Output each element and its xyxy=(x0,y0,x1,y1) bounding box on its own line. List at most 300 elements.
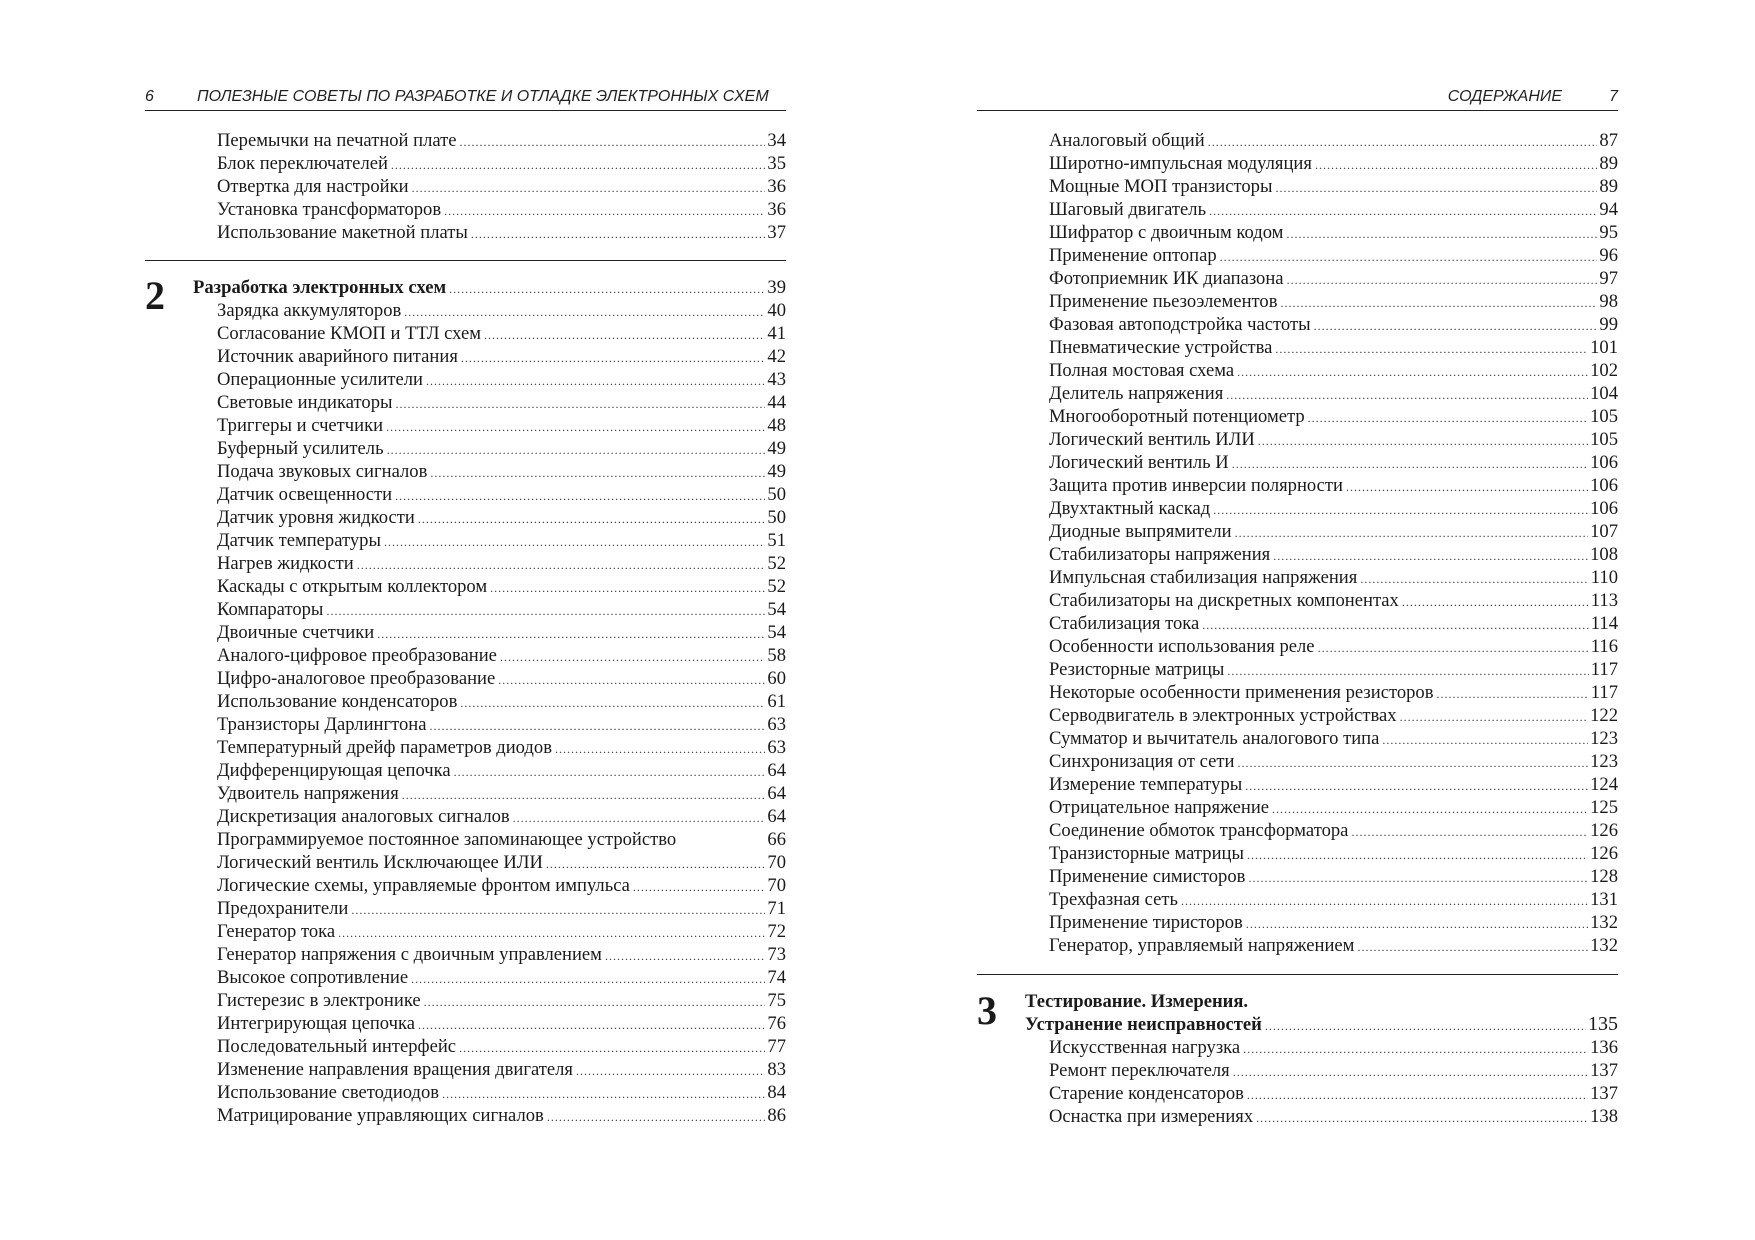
toc-entry[interactable] xyxy=(977,727,1618,750)
page-ref: 101 xyxy=(1590,337,1618,358)
toc-list xyxy=(145,129,786,244)
page-ref: 63 xyxy=(767,714,786,735)
entry-title: Логический вентиль И xyxy=(1049,452,1229,473)
page-ref: 77 xyxy=(767,1036,786,1057)
toc-entry[interactable] xyxy=(145,1058,786,1081)
chapter-number: 2 xyxy=(145,273,165,318)
dot-leader xyxy=(377,623,765,646)
page-ref: 104 xyxy=(1590,383,1618,404)
page-ref: 74 xyxy=(767,967,786,988)
toc-entry[interactable] xyxy=(145,690,786,713)
dot-leader xyxy=(1318,637,1589,660)
toc-entry[interactable] xyxy=(977,244,1618,267)
entry-title: Световые индикаторы xyxy=(217,392,393,413)
dot-leader xyxy=(391,154,765,177)
page-ref: 71 xyxy=(767,898,786,919)
entry-title: Аналого-цифровое преобразование xyxy=(217,645,497,666)
toc-entry[interactable] xyxy=(977,658,1618,681)
dot-leader xyxy=(424,991,766,1014)
dot-leader xyxy=(1232,453,1588,476)
page-ref: 36 xyxy=(767,199,786,220)
toc-entry[interactable] xyxy=(977,750,1618,773)
page-ref: 76 xyxy=(767,1013,786,1034)
entry-title: Логические схемы, управляемые фронтом импульса xyxy=(217,875,630,896)
dot-leader xyxy=(1247,844,1588,867)
toc-entry[interactable] xyxy=(977,888,1618,911)
page-ref: 122 xyxy=(1590,705,1618,726)
dot-leader xyxy=(498,669,765,692)
toc-entry[interactable] xyxy=(977,543,1618,566)
entry-title: Буферный усилитель xyxy=(217,438,384,459)
dot-leader xyxy=(444,200,765,223)
toc-entry[interactable] xyxy=(145,152,786,175)
chapter-title: Устранение неисправностей xyxy=(1025,1014,1262,1035)
toc-entry[interactable] xyxy=(145,828,786,851)
toc-entry[interactable] xyxy=(977,612,1618,635)
page-ref: 137 xyxy=(1590,1060,1618,1081)
page-ref: 89 xyxy=(1599,153,1618,174)
dot-leader xyxy=(460,131,766,154)
toc-entry[interactable] xyxy=(145,345,786,368)
page-ref: 108 xyxy=(1590,544,1618,565)
dot-leader xyxy=(387,439,766,462)
page-ref: 116 xyxy=(1590,636,1618,657)
dot-leader xyxy=(1202,614,1589,637)
dot-leader xyxy=(411,968,765,991)
page-ref: 40 xyxy=(767,300,786,321)
dot-leader xyxy=(546,853,766,876)
dot-leader xyxy=(1286,223,1597,246)
dot-leader xyxy=(1265,1015,1586,1038)
toc-entry[interactable] xyxy=(977,773,1618,796)
toc-entry[interactable] xyxy=(145,736,786,759)
entry-title: Подача звуковых сигналов xyxy=(217,461,428,482)
entry-title: Соединение обмоток трансформатора xyxy=(1049,820,1349,841)
dot-leader xyxy=(338,922,765,945)
entry-title: Стабилизаторы на дискретных компонентах xyxy=(1049,590,1399,611)
left-page xyxy=(145,0,786,1240)
running-header xyxy=(977,84,1618,111)
dot-leader xyxy=(1226,384,1588,407)
toc-entry[interactable] xyxy=(977,1082,1618,1105)
entry-title: Применение тиристоров xyxy=(1049,912,1243,933)
dot-leader xyxy=(1256,1107,1588,1130)
toc-entry[interactable] xyxy=(145,221,786,244)
dot-leader xyxy=(395,393,765,416)
entry-title: Импульсная стабилизация напряжения xyxy=(1049,567,1358,588)
toc-entry[interactable] xyxy=(145,483,786,506)
entry-title: Использование светодиодов xyxy=(217,1082,440,1103)
entry-title: Многооборотный потенциометр xyxy=(1049,406,1305,427)
dot-leader xyxy=(490,577,765,600)
page-ref: 110 xyxy=(1590,567,1618,588)
toc-entry[interactable] xyxy=(145,598,786,621)
page-ref: 125 xyxy=(1590,797,1618,818)
dot-leader xyxy=(418,1014,765,1037)
toc-entry[interactable] xyxy=(145,414,786,437)
page-ref: 107 xyxy=(1590,521,1618,542)
toc-entry[interactable] xyxy=(145,644,786,667)
entry-title: Зарядка аккумуляторов xyxy=(217,300,402,321)
chapter-title: Тестирование. Измерения. xyxy=(1025,991,1249,1012)
entry-title: Согласование КМОП и ТТЛ схем xyxy=(217,323,481,344)
page-ref: 44 xyxy=(767,392,786,413)
entry-title: Транзисторные матрицы xyxy=(1049,843,1244,864)
page-ref: 94 xyxy=(1599,199,1618,220)
toc-entry[interactable] xyxy=(977,313,1618,336)
toc-entry[interactable] xyxy=(977,382,1618,405)
running-title: ПОЛЕЗНЫЕ СОВЕТЫ ПО РАЗРАБОТКЕ И ОТЛАДКЕ ЭЛЕКТРОННЫХ СХЕМ xyxy=(197,88,769,105)
toc-entry[interactable] xyxy=(977,911,1618,934)
page-ref: 75 xyxy=(767,990,786,1011)
chapter-heading xyxy=(145,276,786,299)
dot-leader xyxy=(357,554,766,577)
toc-entry[interactable] xyxy=(977,198,1618,221)
chapter-heading xyxy=(977,1013,1618,1036)
entry-title: Применение пьезоэлементов xyxy=(1049,291,1278,312)
toc-entry[interactable] xyxy=(145,943,786,966)
toc-entry[interactable] xyxy=(145,989,786,1012)
entry-title: Отрицательное напряжение xyxy=(1049,797,1270,818)
page-ref: 64 xyxy=(767,760,786,781)
chapter-title: Разработка электронных схем xyxy=(193,277,447,298)
dot-leader xyxy=(1181,890,1588,913)
page-ref: 99 xyxy=(1599,314,1618,335)
page-ref: 126 xyxy=(1590,820,1618,841)
dot-leader xyxy=(459,1037,765,1060)
toc-entry[interactable] xyxy=(977,819,1618,842)
page-ref: 124 xyxy=(1590,774,1618,795)
dot-leader xyxy=(1247,1084,1588,1107)
dot-leader xyxy=(1346,476,1588,499)
dot-leader xyxy=(471,223,766,246)
toc-entry[interactable] xyxy=(977,405,1618,428)
dot-leader xyxy=(1275,177,1597,200)
entry-title: Перемычки на печатной плате xyxy=(217,130,457,151)
page-ref: 37 xyxy=(767,222,786,243)
page-ref: 87 xyxy=(1599,130,1618,151)
entry-title: Делитель напряжения xyxy=(1049,383,1224,404)
page-ref: 58 xyxy=(767,645,786,666)
entry-title: Генератор тока xyxy=(217,921,336,942)
toc-entry[interactable] xyxy=(977,635,1618,658)
toc-entry[interactable] xyxy=(145,851,786,874)
toc-entry[interactable] xyxy=(145,1035,786,1058)
dot-leader xyxy=(1220,246,1598,269)
page-ref: 132 xyxy=(1590,912,1618,933)
entry-title: Удвоитель напряжения xyxy=(217,783,399,804)
page-ref: 106 xyxy=(1590,475,1618,496)
toc-list xyxy=(977,129,1618,957)
toc-entry[interactable] xyxy=(977,934,1618,957)
dot-leader xyxy=(326,600,765,623)
entry-title: Температурный дрейф параметров диодов xyxy=(217,737,552,758)
toc-entry[interactable] xyxy=(977,497,1618,520)
toc-entry[interactable] xyxy=(145,391,786,414)
dot-leader xyxy=(484,324,765,347)
entry-title: Резисторные матрицы xyxy=(1049,659,1225,680)
entry-title: Операционные усилители xyxy=(217,369,424,390)
entry-title: Логический вентиль ИЛИ xyxy=(1049,429,1255,450)
toc-entry[interactable] xyxy=(145,129,786,152)
entry-title: Фазовая автоподстройка частоты xyxy=(1049,314,1311,335)
page-ref: 123 xyxy=(1590,728,1618,749)
toc-entry[interactable] xyxy=(977,428,1618,451)
dot-leader xyxy=(1360,568,1588,591)
toc-entry[interactable] xyxy=(145,575,786,598)
page-ref: 39 xyxy=(767,277,786,298)
entry-title: Источник аварийного питания xyxy=(217,346,458,367)
page-ref: 52 xyxy=(767,576,786,597)
page-ref: 70 xyxy=(767,875,786,896)
dot-leader xyxy=(1272,798,1588,821)
entry-title: Серводвигатель в электронных устройствах xyxy=(1049,705,1397,726)
toc-entry[interactable] xyxy=(977,474,1618,497)
toc-entry[interactable] xyxy=(145,552,786,575)
entry-title: Дифференцирующая цепочка xyxy=(217,760,451,781)
page-ref: 102 xyxy=(1590,360,1618,381)
page-ref: 98 xyxy=(1599,291,1618,312)
page-ref: 63 xyxy=(767,737,786,758)
dot-leader xyxy=(500,646,765,669)
entry-title: Ремонт переключателя xyxy=(1049,1060,1230,1081)
dot-leader xyxy=(576,1060,765,1083)
entry-title: Датчик освещенности xyxy=(217,484,393,505)
entry-title: Защита против инверсии полярности xyxy=(1049,475,1343,496)
page-ref: 50 xyxy=(767,507,786,528)
entry-title: Генератор, управляемый напряжением xyxy=(1049,935,1355,956)
entry-title: Логический вентиль Исключающее ИЛИ xyxy=(217,852,543,873)
dot-leader xyxy=(513,807,766,830)
dot-leader xyxy=(430,715,766,738)
toc-entry[interactable] xyxy=(145,368,786,391)
page-ref: 123 xyxy=(1590,751,1618,772)
entry-title: Мощные МОП транзисторы xyxy=(1049,176,1273,197)
page-ref: 105 xyxy=(1590,406,1618,427)
entry-title: Стабилизация тока xyxy=(1049,613,1200,634)
page-ref: 48 xyxy=(767,415,786,436)
page-ref: 137 xyxy=(1590,1083,1618,1104)
toc-entry[interactable] xyxy=(145,506,786,529)
dot-leader xyxy=(1287,269,1598,292)
dot-leader xyxy=(426,370,765,393)
entry-title: Блок переключателей xyxy=(217,153,388,174)
page-ref: 114 xyxy=(1590,613,1618,634)
toc-entry[interactable] xyxy=(145,529,786,552)
entry-title: Особенности использования реле xyxy=(1049,636,1315,657)
page-ref: 49 xyxy=(767,438,786,459)
toc-entry[interactable] xyxy=(977,336,1618,359)
dot-leader xyxy=(395,485,765,508)
dot-leader xyxy=(461,347,766,370)
dot-leader xyxy=(1280,292,1597,315)
toc-entry[interactable] xyxy=(977,589,1618,612)
entry-title: Программируемое постоянное запоминающее устройство xyxy=(217,829,677,850)
entry-title: Использование макетной платы xyxy=(217,222,468,243)
dot-leader xyxy=(1357,936,1588,959)
page-ref: 51 xyxy=(767,530,786,551)
toc-entry[interactable] xyxy=(977,865,1618,888)
entry-title: Полная мостовая схема xyxy=(1049,360,1235,381)
toc-entry[interactable] xyxy=(145,276,786,299)
page-ref: 66 xyxy=(767,829,786,850)
section-divider xyxy=(145,260,786,261)
entry-title: Компараторы xyxy=(217,599,324,620)
dot-leader xyxy=(1275,338,1588,361)
page-ref: 52 xyxy=(767,553,786,574)
page-ref: 131 xyxy=(1590,889,1618,910)
toc-entry[interactable] xyxy=(145,713,786,736)
page-ref: 117 xyxy=(1590,659,1618,680)
page-ref: 60 xyxy=(767,668,786,689)
entry-title: Аналоговый общий xyxy=(1049,130,1205,151)
section-divider xyxy=(977,974,1618,975)
dot-leader xyxy=(386,416,765,439)
toc-entry[interactable] xyxy=(977,267,1618,290)
dot-leader xyxy=(402,784,766,807)
dot-leader xyxy=(1382,729,1588,752)
page-ref: 126 xyxy=(1590,843,1618,864)
entry-title: Установка трансформаторов xyxy=(217,199,442,220)
running-title: СОДЕРЖАНИЕ xyxy=(1447,88,1562,105)
entry-title: Дискретизация аналоговых сигналов xyxy=(217,806,510,827)
dot-leader xyxy=(555,738,765,761)
toc-entry[interactable] xyxy=(977,520,1618,543)
page-ref: 128 xyxy=(1590,866,1618,887)
dot-leader xyxy=(454,761,766,784)
dot-leader xyxy=(1243,1038,1588,1061)
dot-leader xyxy=(430,462,765,485)
toc-entry[interactable] xyxy=(977,566,1618,589)
dot-leader xyxy=(1402,591,1589,614)
toc-entry[interactable] xyxy=(145,874,786,897)
toc-entry[interactable] xyxy=(145,460,786,483)
toc-entry[interactable] xyxy=(145,920,786,943)
page-ref: 54 xyxy=(767,622,786,643)
dot-leader xyxy=(547,1106,766,1129)
entry-title: Последовательный интерфейс xyxy=(217,1036,457,1057)
dot-leader xyxy=(1314,315,1598,338)
toc-entry[interactable] xyxy=(145,667,786,690)
right-page xyxy=(977,0,1618,1240)
toc-entry[interactable] xyxy=(977,175,1618,198)
dot-leader xyxy=(1237,752,1588,775)
entry-title: Двухтактный каскад xyxy=(1049,498,1211,519)
entry-title: Измерение температуры xyxy=(1049,774,1243,795)
dot-leader xyxy=(442,1083,765,1106)
entry-title: Диодные выпрямители xyxy=(1049,521,1232,542)
entry-title: Датчик температуры xyxy=(217,530,381,551)
toc-entry[interactable] xyxy=(145,322,786,345)
dot-leader xyxy=(1245,775,1588,798)
dot-leader xyxy=(460,692,765,715)
toc-entry[interactable] xyxy=(145,1081,786,1104)
entry-title: Генератор напряжения с двоичным управлением xyxy=(217,944,602,965)
entry-title: Искусственная нагрузка xyxy=(1049,1037,1241,1058)
dot-leader xyxy=(633,876,765,899)
page-ref: 113 xyxy=(1590,590,1618,611)
entry-title: Трехфазная сеть xyxy=(1049,889,1178,910)
toc-entry[interactable] xyxy=(977,290,1618,313)
entry-title: Некоторые особенности применения резисторов xyxy=(1049,682,1434,703)
toc-entry[interactable] xyxy=(977,796,1618,819)
page-ref: 35 xyxy=(767,153,786,174)
toc-entry[interactable] xyxy=(145,1104,786,1127)
toc-entry[interactable] xyxy=(977,451,1618,474)
toc-entry[interactable] xyxy=(145,805,786,828)
entry-title: Использование конденсаторов xyxy=(217,691,458,712)
toc-entry[interactable] xyxy=(977,681,1618,704)
entry-title: Высокое сопротивление xyxy=(217,967,409,988)
entry-title: Старение конденсаторов xyxy=(1049,1083,1244,1104)
dot-leader xyxy=(1233,1061,1588,1084)
dot-leader xyxy=(1235,522,1589,545)
entry-title: Интегрирующая цепочка xyxy=(217,1013,415,1034)
page-ref: 64 xyxy=(767,806,786,827)
dot-leader xyxy=(1208,131,1598,154)
toc-entry[interactable] xyxy=(145,782,786,805)
entry-title: Синхронизация от сети xyxy=(1049,751,1235,772)
toc-entry[interactable] xyxy=(977,129,1618,152)
page-ref: 43 xyxy=(767,369,786,390)
page-ref: 89 xyxy=(1599,176,1618,197)
toc-entry[interactable] xyxy=(145,897,786,920)
entry-title: Матрицирование управляющих сигналов xyxy=(217,1105,544,1126)
page-ref: 84 xyxy=(767,1082,786,1103)
dot-leader xyxy=(404,301,765,324)
page-ref: 72 xyxy=(767,921,786,942)
toc-entry[interactable] xyxy=(145,621,786,644)
toc-entry[interactable] xyxy=(977,1013,1618,1036)
toc-entry[interactable] xyxy=(145,966,786,989)
dot-leader xyxy=(1248,867,1588,890)
page-ref: 83 xyxy=(767,1059,786,1080)
dot-leader xyxy=(412,177,766,200)
page-ref: 95 xyxy=(1599,222,1618,243)
entry-title: Фотоприемник ИК диапазона xyxy=(1049,268,1284,289)
toc-entry[interactable] xyxy=(977,704,1618,727)
toc-entry[interactable] xyxy=(977,359,1618,382)
toc-entry[interactable] xyxy=(145,1012,786,1035)
toc-list xyxy=(977,1036,1618,1128)
entry-title: Изменение направления вращения двигателя xyxy=(217,1059,573,1080)
entry-title: Сумматор и вычитатель аналогового типа xyxy=(1049,728,1380,749)
toc-entry[interactable] xyxy=(145,437,786,460)
entry-title: Двоичные счетчики xyxy=(217,622,375,643)
toc-entry[interactable] xyxy=(145,759,786,782)
toc-entry[interactable] xyxy=(145,299,786,322)
page-number: 6 xyxy=(145,88,154,105)
page-ref: 106 xyxy=(1590,452,1618,473)
dot-leader xyxy=(605,945,765,968)
page-ref: 97 xyxy=(1599,268,1618,289)
toc-entry[interactable] xyxy=(145,175,786,198)
entry-title: Стабилизаторы напряжения xyxy=(1049,544,1271,565)
toc-entry[interactable] xyxy=(145,198,786,221)
entry-title: Датчик уровня жидкости xyxy=(217,507,415,528)
toc-entry[interactable] xyxy=(977,1036,1618,1059)
dot-leader xyxy=(1258,430,1588,453)
toc-entry[interactable] xyxy=(977,152,1618,175)
toc-entry[interactable] xyxy=(977,1059,1618,1082)
toc-entry[interactable] xyxy=(977,221,1618,244)
page-ref: 73 xyxy=(767,944,786,965)
entry-title: Предохранители xyxy=(217,898,349,919)
toc-entry[interactable] xyxy=(977,842,1618,865)
toc-entry[interactable] xyxy=(977,1105,1618,1128)
entry-title: Применение оптопар xyxy=(1049,245,1217,266)
page-ref: 117 xyxy=(1590,682,1618,703)
